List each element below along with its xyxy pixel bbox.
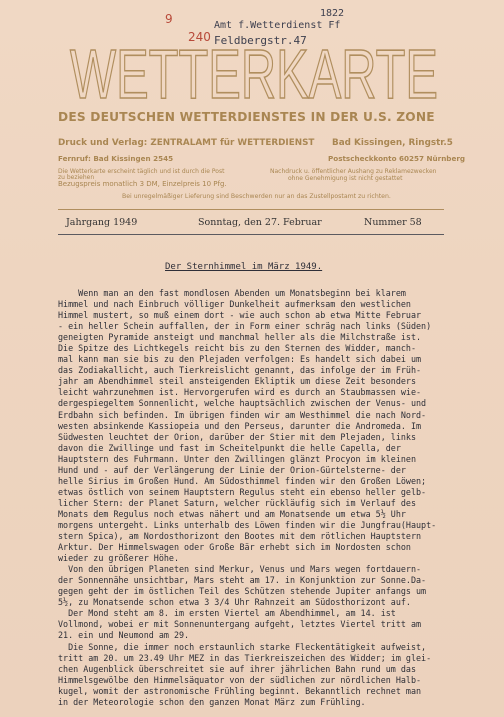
complaint-note: Bei unregelmäßiger Lieferung sind Beschwerden nur an das Zustellpostamt zu richten. [122, 193, 391, 200]
edition-volume: Jahrgang 1949 [66, 217, 138, 228]
article-line: Erdbahn sich befinden. Im übrigen finden wir am Westhimmel die nach Nord- [58, 409, 427, 420]
article-line: 5½, zu Monatsende schon etwa 3 3/4 Uhr Rahnzeit am Südosthorizont auf. [58, 597, 411, 608]
article-line: gegen geht der im östlichen Teil des Schützen stehende Jupiter anfangs um [58, 586, 427, 597]
article-line: wieder zu größerer Höhe. [58, 553, 180, 564]
article-line: westen absinkende Kassiopeia und den Perseus, darunter die Andromeda. Im [58, 420, 422, 431]
article-line: der Sonnennähe unsichtbar, Mars steht am 17. in Konjunktion zur Sonne.Da- [58, 575, 427, 586]
article-line: leicht wahrzunehmen ist. Hervorgerufen wird es durch an Staubmassen wie- [58, 387, 422, 398]
article-line: davon die Zwillinge und fast im Scheitelpunkt die helle Capella, der [58, 442, 401, 453]
divider-bottom [58, 234, 444, 235]
edition-date: Sonntag, den 27. Februar [198, 217, 322, 228]
article-line: Südwesten leuchtet der Orion, darüber der Stier mit dem Plejaden, links [58, 431, 416, 442]
address-stamp-line2: Feldbergstr.47 [214, 34, 307, 47]
red-handwritten-number: 9 [165, 12, 173, 26]
address-stamp-line1: Amt f.Wetterdienst Ff [214, 20, 341, 31]
price-line: Bezugspreis monatlich 3 DM, Einzelpreis 10 Pfg. [58, 180, 227, 188]
article-line: dergespiegeltem Sonnenlicht, welche hauptsächlich zwischen der Venus- und [58, 398, 427, 409]
article-line: Hauptstern des Fuhrmann. Unter den Zwillingen glänzt Procyon im kleinen [58, 453, 416, 464]
edition-number: Nummer 58 [364, 217, 422, 228]
article-line: Himmel mustert, so muß einem dort - wie auch schon ab etwa Mitte Februar [58, 310, 422, 321]
postal-account: Postscheckkonto 60257 Nürnberg [328, 154, 466, 163]
article-line: morgens untergeht. Links unterhalb des Löwen finden wir die Jungfrau(Haupt- [58, 519, 437, 530]
article-line: Himmel und nach Einbruch völliger Dunkelheit aufmerksam den westlichen [58, 299, 411, 310]
article-line: helle Sirius im Großen Hund. Am Südosthimmel finden wir den Großen Löwen; [58, 475, 427, 486]
article-line: licher Stern: der Planet Saturn, welcher rückläufig sich im Verlauf des [58, 497, 416, 508]
article-line: das Zodiakallicht, auch Tierkreislicht genannt, das infolge der im Früh- [58, 365, 422, 376]
article-body [58, 288, 458, 708]
article-line: Die Spitze des Lichtkegels reicht bis zu den Sternen des Widder, manch- [58, 343, 416, 354]
article-line: Vollmond, wobei er mit Sonnenuntergang aufgeht, letztes Viertel tritt am [58, 619, 422, 630]
article-line: in der Meteorologie schon den ganzen Monat März zum Frühling. [58, 696, 366, 707]
divider-top [58, 209, 444, 210]
notice-left-2: zu beziehen [58, 174, 95, 181]
masthead-title [68, 44, 440, 104]
article-line: 21. ein und Neumond am 29. [58, 630, 190, 641]
article-line: Himmelsgewölbe den Himmelsäquator von der südlichen zur nördlichen Halb- [58, 674, 422, 685]
article-line: tritt am 20. um 23.49 Uhr MEZ in das Tierkreiszeichen des Widder; im glei- [58, 652, 432, 663]
article-line: - ein heller Schein auffallen, der in Form einer schräg nach links (Süden) [58, 321, 432, 332]
masthead-title-text: WETTERKARTE [70, 44, 438, 104]
article-line: Monats dem Regulus noch etwas nähert und am Monatsende um etwa 5½ Uhr [58, 508, 406, 519]
publisher-address: Bad Kissingen, Ringstr.5 [332, 138, 453, 148]
publisher-line: Druck und Verlag: ZENTRALAMT für WETTERDIENST [58, 138, 315, 148]
article-line: etwas östlich von seinem Hauptstern Regulus steht ein ebenso heller gelb- [58, 486, 427, 497]
article-line: Die Sonne, die immer noch erstaunlich starke Fleckentätigkeit aufweist, [58, 641, 427, 652]
archive-code: 1822 [320, 8, 345, 19]
article-line: mal kann man sie bis zu den Plejaden verfolgen: Es handelt sich dabei um [58, 354, 422, 365]
article-line: Von den übrigen Planeten sind Merkur, Venus und Mars wegen fortdauern- [58, 564, 422, 575]
article-line: Arktur. Der Himmelswagen oder Große Bär erhebt sich im Nordosten schon [58, 542, 411, 553]
notice-right-1: Nachdruck u. öffentlicher Aushang zu Reklamezwecken [270, 168, 437, 175]
masthead-subtitle: DES DEUTSCHEN WETTERDIENSTES IN DER U.S. ZONE [58, 110, 435, 124]
red-handwritten-number-2: 240 [188, 30, 211, 44]
article-line: stern Spica), am Nordosthorizont den Bootes mit dem rötlichen Hauptstern [58, 531, 422, 542]
article-line: geneigten Pyramide ansteigt und manchmal heller als die Milchstraße ist. [58, 332, 422, 343]
article-line: kugel, womit der astronomische Frühling beginnt. Bekanntlich rechnet man [58, 685, 422, 696]
article-line: Hund und - auf der Verlängerung der Linie der Orion-Gürtelsterne- der [58, 464, 406, 475]
phone-line: Fernruf: Bad Kissingen 2545 [58, 154, 174, 163]
article-line: chen Augenblick überschreitet sie auf ihrer jährlichen Bahn rund um das [58, 663, 416, 674]
article-line: jahr am Abendhimmel steil ansteigenden Ekliptik um diese Zeit besonders [58, 376, 416, 387]
article-line: Der Mond steht am 8. im ersten Viertel am Abendhimmel, am 14. ist [58, 608, 396, 619]
article-title: Der Sternhimmel im März 1949. [165, 262, 323, 272]
notice-right-2: ohne Genehmigung ist nicht gestattet [288, 175, 403, 182]
article-line: Wenn man an den fast mondlosen Abenden um Monatsbeginn bei klarem [58, 288, 406, 298]
notice-left-1: Die Wetterkarte erscheint täglich und ist durch die Post [58, 168, 225, 175]
